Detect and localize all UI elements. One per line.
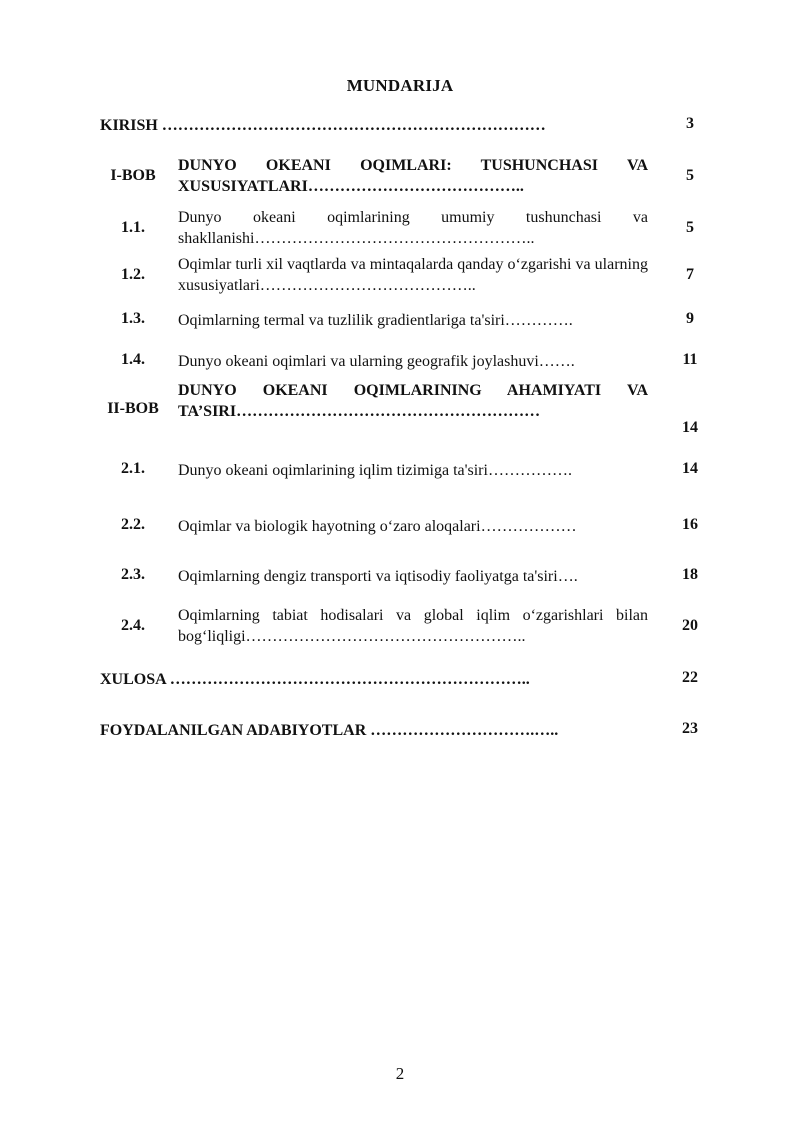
- toc-entry-text: DUNYO OKEANI OQIMLARINING AHAMIYATI VA TA’SIRI…………………………………………………: [178, 382, 648, 420]
- toc-entry-text: Dunyo okeani oqimlarining iqlim tizimiga ta'siri…………….: [178, 462, 572, 479]
- toc-entry-page: 20: [682, 617, 698, 634]
- toc-entry-1-2[interactable]: [100, 254, 710, 298]
- toc-entry-number: 2.1.: [121, 460, 145, 477]
- toc-entry-text: Dunyo okeani oqimlarining umumiy tushunchasi va shakllanishi……………………………………………..: [178, 209, 648, 247]
- toc-entry-kirish[interactable]: [100, 115, 710, 137]
- toc-entry-page: 14: [682, 419, 698, 436]
- toc-entry-page: 23: [682, 720, 698, 737]
- page-number: 2: [395, 1064, 405, 1083]
- toc-entry-page: 3: [686, 115, 694, 132]
- toc-entry-text: FOYDALANILGAN ADABIYOTLAR ………………………….…..: [100, 722, 559, 739]
- toc-entry-page: 22: [682, 669, 698, 686]
- toc-entry-number: 2.2.: [121, 516, 145, 533]
- toc-entry-number: 1.2.: [121, 266, 145, 283]
- toc-entry-number: 1.3.: [121, 310, 145, 327]
- toc-entry-1-3[interactable]: [100, 310, 710, 332]
- toc-entry-chapter-1[interactable]: [100, 155, 710, 199]
- toc-entry-text: Oqimlarning tabiat hodisalari va global iqlim o‘zgarishlari bilan bog‘liqligi……………………………………………..: [178, 607, 648, 645]
- toc-entry-text: Oqimlar va biologik hayotning o‘zaro aloqalari………………: [178, 518, 577, 535]
- toc-entry-page: 5: [686, 167, 694, 184]
- toc-entry-chapter-2[interactable]: [100, 380, 710, 440]
- toc-entry-2-2[interactable]: [100, 516, 710, 538]
- toc-entry-page: 7: [686, 266, 694, 283]
- toc-entry-xulosa[interactable]: [100, 669, 710, 691]
- toc-entry-page: 5: [686, 219, 694, 236]
- toc-entry-number: 1.4.: [121, 351, 145, 368]
- toc-entry-page: 14: [682, 460, 698, 477]
- toc-entry-1-1[interactable]: [100, 207, 710, 251]
- toc-entry-number: II-BOB: [107, 400, 159, 417]
- toc-entry-page: 18: [682, 566, 698, 583]
- toc-entry-text: Oqimlarning termal va tuzlilik gradientlariga ta'siri………….: [178, 312, 573, 329]
- toc-entry-text: XULOSA …………………………………………………………..: [100, 671, 530, 688]
- toc-entry-number: I-BOB: [110, 167, 156, 184]
- toc-entry-2-1[interactable]: [100, 460, 710, 482]
- toc-entry-1-4[interactable]: [100, 351, 710, 373]
- toc-title: MUNDARIJA: [346, 76, 454, 95]
- toc-entry-page: 16: [682, 516, 698, 533]
- toc-entry-2-4[interactable]: [100, 605, 710, 649]
- toc-entry-references[interactable]: [100, 720, 710, 742]
- toc-entry-page: 9: [686, 310, 694, 327]
- toc-entry-2-3[interactable]: [100, 566, 710, 588]
- toc-entry-number: 2.3.: [121, 566, 145, 583]
- toc-entry-text: Dunyo okeani oqimlari va ularning geografik joylashuvi…….: [178, 353, 575, 370]
- toc-entry-text: Oqimlarning dengiz transporti va iqtisodiy faoliyatga ta'siri….: [178, 568, 578, 585]
- toc-entry-number: 2.4.: [121, 617, 145, 634]
- toc-entry-text: DUNYO OKEANI OQIMLARI: TUSHUNCHASI VA XUSUSIYATLARI…………………………………..: [178, 157, 648, 195]
- toc-entry-number: 1.1.: [121, 219, 145, 236]
- toc-entry-page: 11: [682, 351, 698, 368]
- toc-entry-text: KIRISH ………………………………………………………………: [100, 117, 546, 134]
- toc-entry-text: Oqimlar turli xil vaqtlarda va mintaqalarda qanday o‘zgarishi va ularning xususiyatlari…………………………………..: [178, 256, 648, 294]
